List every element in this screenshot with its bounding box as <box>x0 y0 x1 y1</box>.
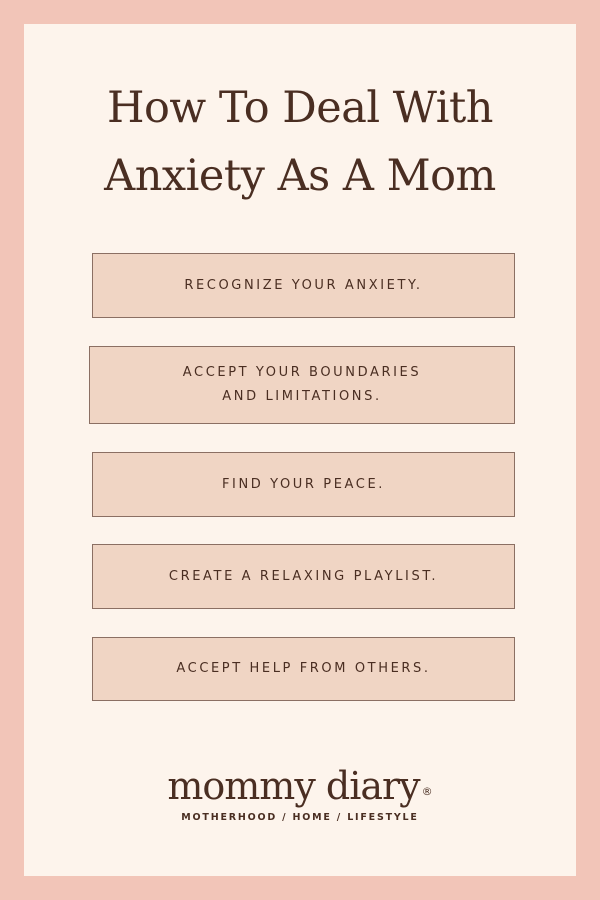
tip-box-peace <box>92 452 515 517</box>
tip-text-line-2: AND LIMITATIONS. <box>222 389 382 404</box>
brand-tagline: MOTHERHOOD / HOME / LIFESTYLE <box>181 812 419 823</box>
tip-text: ACCEPT HELP FROM OTHERS. <box>176 661 431 676</box>
brand-name: mommy diary <box>167 764 420 808</box>
tip-box-recognize <box>92 253 515 318</box>
page-title <box>0 74 600 210</box>
tip-text-line-1: ACCEPT YOUR BOUNDARIES <box>182 365 422 380</box>
tip-text: CREATE A RELAXING PLAYLIST. <box>168 568 439 584</box>
title-line-2: Anxiety As A Mom <box>104 151 496 201</box>
title-line-1: How To Deal With <box>107 83 493 133</box>
brand-logo <box>0 762 600 810</box>
tip-box-playlist <box>92 544 515 609</box>
tip-box-help <box>92 637 515 701</box>
tip-text: FIND YOUR PEACE. <box>221 476 386 492</box>
tip-box-boundaries <box>89 346 515 424</box>
tip-text: RECOGNIZE YOUR ANXIETY. <box>184 277 423 293</box>
registered-mark: ® <box>421 785 433 798</box>
